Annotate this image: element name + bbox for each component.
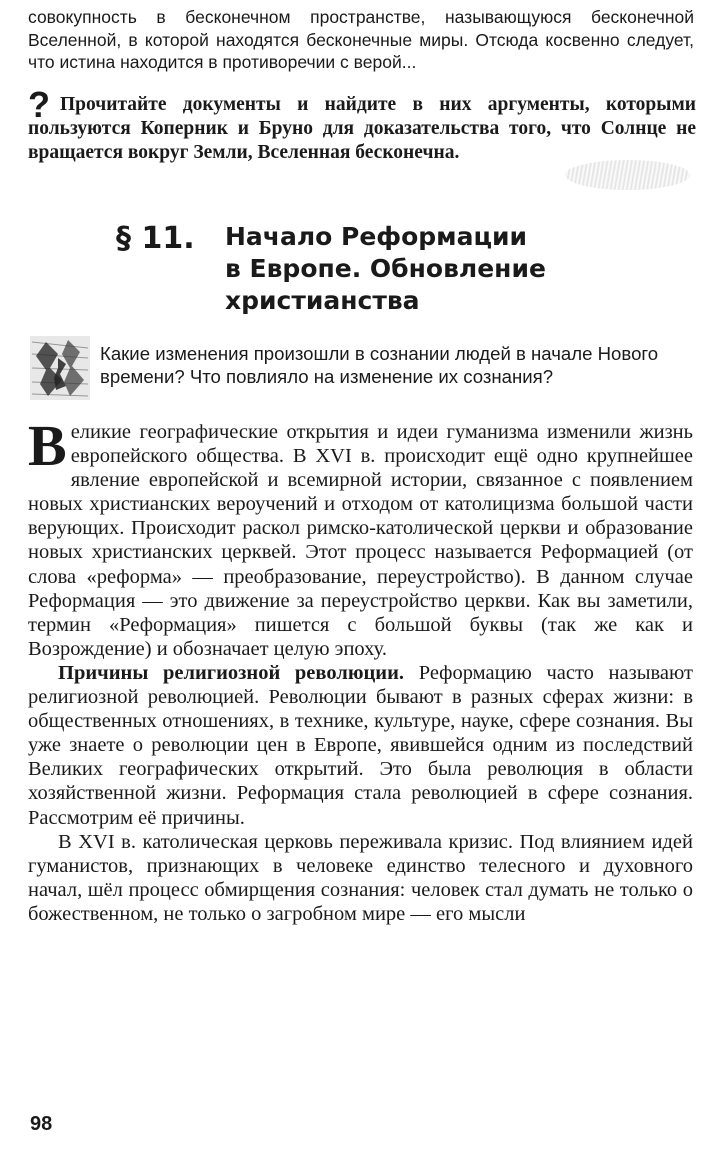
task-block (28, 84, 696, 165)
section-number: § 11. (116, 221, 195, 256)
paragraph-text: еликие географические открытия и идеи гуманизма изменили жизнь европейского общества. В XVI в. происходит ещё одно крупнейшее явление европейской и всемирной истории, связанное с появлением новых христианских вероучений и отходом от католицизма большой части верующих. Происходит раскол римско-католической церкви и образование новых христианских церквей. Этот процесс называется Реформацией (от слова «реформа» — преобразование, переустройство). В данном случае Реформация — это движение за переустройство церкви. Как вы заметили, термин «Реформация» пишется с большой буквы (так же как и Возрождение) и обозначает целую эпоху. (28, 421, 693, 660)
drop-cap: В (28, 413, 67, 478)
paragraph-heading: Причины религиозной революции. (58, 661, 405, 684)
question-icon (28, 334, 92, 402)
continued-paragraph: совокупность в бесконечном пространстве, называющуюся бесконечной Вселенной, в которой находятся бесконечные миры. Отсюда косвенно следует, что истина находится в противоречии с верой... (28, 7, 694, 72)
page-number: 98 (30, 1113, 53, 1135)
paragraph (28, 661, 693, 830)
section-title-line: христианства (225, 286, 420, 315)
paragraph (28, 413, 693, 661)
paragraph: В XVI в. католическая церковь переживала кризис. Под влиянием идей гуманистов, признающих в человеке единство телесного и духовного начал, шёл процесс обмирщения сознания: человек стал думать не только о божественном, не только о загробном мире — его мысли (28, 830, 693, 925)
section-title-line: в Европе. Обновление (225, 254, 546, 283)
section-title-line: Начало Реформации (225, 222, 528, 251)
section-title (225, 221, 625, 317)
scan-smudge (565, 160, 690, 190)
body-text (28, 413, 694, 926)
paragraph-text: Реформацию часто называют религиозной революцией. Революции бывают в разных сферах жизни: в общественных отношениях, в технике, культуре, науке, сфере сознания. Вы уже знаете о революции цен в Европе, явившейся одним из последствий Великих географических открытий. Это была революция в области хозяйственной жизни. Реформация стала революцией в сфере сознания. Рассмотрим её причины. (28, 661, 694, 829)
question-text: Какие изменения произошли в сознании людей в начале Нового времени? Что повлияло на изменение их сознания? (100, 343, 659, 387)
task-text: Прочитайте документы и найдите в них аргументы, которыми пользуются Коперник и Бруно для доказательства того, что Солнце не вращается вокруг Земли, Вселенная бесконечна. (28, 94, 696, 163)
task-question-mark-icon: ? (28, 84, 50, 125)
